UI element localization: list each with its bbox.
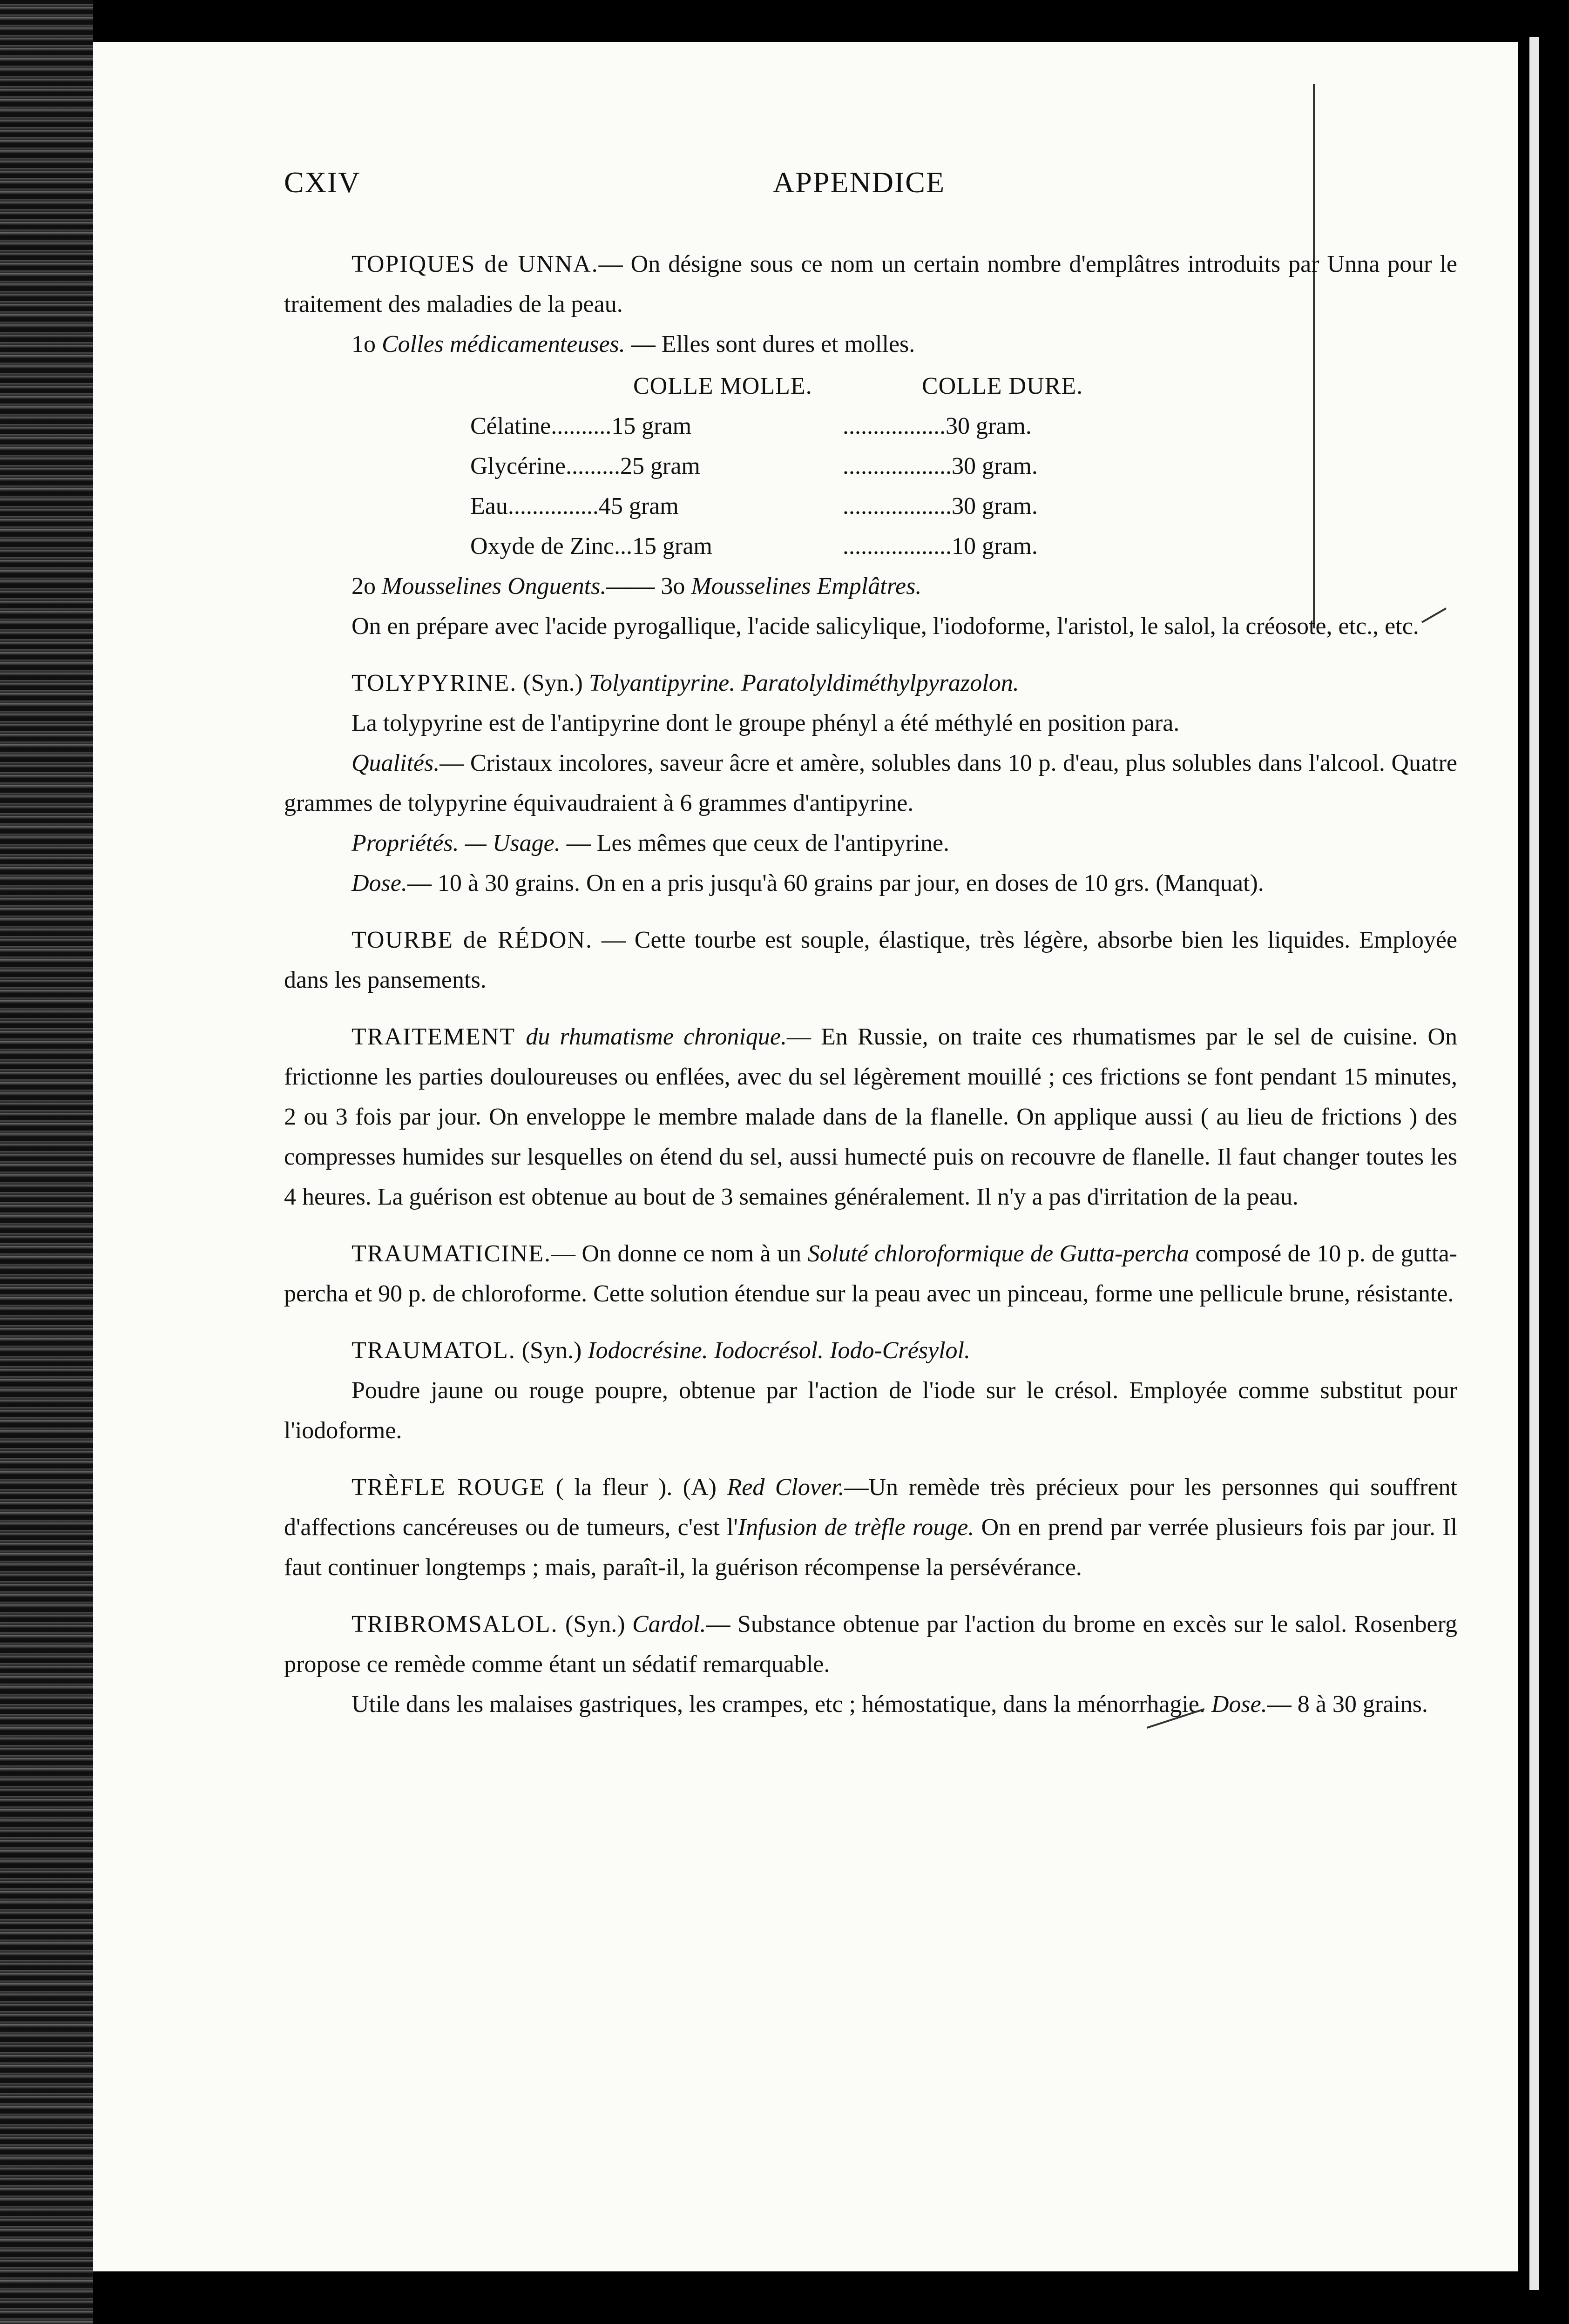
paragraph: [284, 823, 1457, 863]
italic-label: Propriétés. — Usage.: [352, 830, 561, 856]
entry-text: On en prend par verrée plusieurs fois par jour. Il faut continuer longtemps ; mais, paraît-il, la guérison récompense la persévérance.: [284, 1514, 1458, 1581]
entry-trefle: [284, 1468, 1457, 1588]
table-cell: .................30 gram.: [843, 413, 1032, 439]
binding-edge: [0, 0, 93, 2324]
paragraph-text: — 8 à 30 grains.: [1267, 1691, 1428, 1718]
paragraph-text: — Les mêmes que ceux de l'antipyrine.: [560, 830, 950, 856]
paragraph: [284, 324, 1457, 364]
syn-label: (Syn.): [558, 1611, 632, 1637]
entry-head: TOPIQUES de UNNA.: [352, 251, 599, 277]
table-row: [470, 486, 1457, 526]
paragraph-text: — Cristaux incolores, saveur âcre et amère, solubles dans 10 p. d'eau, plus solubles dans l'alcool. Quatre grammes de tolypyrine équivaudraient à 6 grammes d'antipyrine.: [284, 750, 1457, 816]
entry-traitement: [284, 1017, 1457, 1217]
table-header: [633, 366, 1457, 406]
entry-head: TRAITEMENT: [352, 1024, 526, 1050]
italic-term: Iodocrésine. Iodocrésol. Iodo-Crésylol.: [588, 1337, 970, 1364]
entry-text: — Cette tourbe est souple, élastique, très légère, absorbe bien les liquides. Employée dans les pansements.: [284, 927, 1457, 993]
entry-head: TRÈFLE ROUGE: [352, 1474, 546, 1501]
italic-term: Cardol.: [632, 1611, 706, 1637]
italic-term: Tolyantipyrine. Paratolyldiméthylpyrazolon.: [588, 670, 1019, 696]
list-number: 2o: [352, 573, 382, 600]
italic-term: Soluté chloroformique de Gutta-percha: [807, 1240, 1189, 1267]
entry-topiques: [284, 244, 1457, 324]
entry-head: TRAUMATOL.: [352, 1337, 516, 1364]
running-title: APPENDICE: [773, 166, 946, 199]
list-number: 1o: [352, 331, 382, 357]
paragraph: La tolypyrine est de l'antipyrine dont le groupe phényl a été méthylé en position para.: [352, 710, 1180, 736]
paragraph: [284, 743, 1457, 823]
table-cell: ..................30 gram.: [843, 453, 1038, 479]
column-header-molle: COLLE MOLLE.: [633, 373, 812, 399]
entry-text: ( la fleur ). (A): [545, 1474, 727, 1501]
paragraph: Poudre jaune ou rouge poupre, obtenue par l'action de l'iode sur le crésol. Employée comme substitut pour l'iodoforme.: [284, 1377, 1457, 1444]
entry-tolypyrine: [284, 663, 1457, 703]
table-row: [470, 526, 1457, 566]
paragraph: [284, 566, 1457, 606]
table-row: [470, 406, 1457, 446]
table-cell: ..................10 gram.: [843, 533, 1038, 559]
table-cell: ..................30 gram.: [843, 493, 1038, 519]
entry-text: — En Russie, on traite ces rhumatismes par le sel de cuisine. On frictionne les parties douloureuses ou enflées, avec du sel légèrement mouillé ; ces frictions se font pendant 15 minutes, 2 ou 3 fois par jour. On enveloppe le membre malade dans de la flanelle. On applique aussi ( au lieu de frictions ) des compresses humides sur lesquelles on étend du sel, aussi humecté puis on recouvre de flanelle. Il faut changer toutes les 4 heures. La guérison est obtenue au bout de 3 semaines généralement. Il n'y a pas d'irritation de la peau.: [284, 1024, 1458, 1210]
entry-head: TRIBROMSALOL.: [352, 1611, 558, 1637]
entry-text: — On donne ce nom à un: [551, 1240, 808, 1267]
entry-tourbe: [284, 920, 1457, 1000]
table-cell: Oxyde de Zinc...15 gram: [470, 533, 712, 559]
table-cell: Célatine..........15 gram: [470, 413, 692, 439]
entry-traumaticine: [284, 1234, 1457, 1314]
table-cell: Glycérine.........25 gram: [470, 453, 700, 479]
page-header: [284, 165, 982, 212]
entry-head: TOLYPYRINE.: [352, 670, 517, 696]
italic-term: Mousselines Emplâtres.: [691, 573, 922, 600]
entry-text: composé de 10 p. de gutta-percha et 90 p. de chloroforme. Cette solution étendue sur la peau avec un pinceau, forme une pellicule brune, résistante.: [284, 1240, 1457, 1307]
paragraph-text: Utile dans les malaises gastriques, les crampes, etc ; hémostatique, dans la ménorrhagie.: [352, 1691, 1211, 1718]
italic-term: du rhumatisme chronique.: [526, 1024, 787, 1050]
page-edge: [1529, 37, 1539, 2290]
paragraph: [284, 1684, 1457, 1724]
entry-text: — On désigne sous ce nom un certain nombre d'emplâtres introduits par Unna pour le traitement des maladies de la peau.: [284, 251, 1457, 317]
entry-head: TRAUMATICINE.: [352, 1240, 551, 1267]
page-number: CXIV: [284, 166, 361, 199]
italic-term: Colles médicamenteuses.: [382, 331, 625, 357]
entry-tribromsalol: [284, 1604, 1457, 1684]
text-body: [284, 244, 1457, 1724]
italic-term: Infusion de trèfle rouge.: [737, 1514, 974, 1541]
italic-label: Dose.: [352, 870, 407, 896]
table-row: [470, 446, 1457, 486]
entry-text: — Substance obtenue par l'action du brome en excès sur le salol. Rosenberg propose ce remède comme étant un sédatif remarquable.: [284, 1611, 1457, 1677]
table-cell: Eau...............45 gram: [470, 493, 679, 519]
syn-label: (Syn.): [515, 1337, 588, 1364]
paragraph: [284, 863, 1457, 903]
syn-label: (Syn.): [517, 670, 589, 696]
entry-text: —Un remède très précieux pour les personnes qui souffrent d'affections cancéreuses ou de tumeurs, c'est l': [284, 1474, 1457, 1541]
formula-table: [470, 366, 1457, 566]
paragraph-text: —— 3o: [606, 573, 691, 600]
italic-term: Mousselines Onguents.: [382, 573, 607, 600]
italic-label: Dose.: [1211, 1691, 1267, 1718]
italic-label: Qualités.: [352, 750, 440, 776]
paragraph: On en prépare avec l'acide pyrogallique, l'acide salicylique, l'iodoforme, l'aristol, le salol, la créosote, etc., etc.: [352, 613, 1419, 640]
paragraph-text: — 10 à 30 grains. On en a pris jusqu'à 60 grains par jour, en doses de 10 grs. (Manquat).: [407, 870, 1264, 896]
entry-head: TOURBE de RÉDON.: [352, 927, 593, 953]
entry-traumatol: [284, 1331, 1457, 1371]
italic-term: Red Clover.: [727, 1474, 845, 1501]
column-header-dure: COLLE DURE.: [922, 373, 1083, 399]
paragraph-text: — Elles sont dures et molles.: [625, 331, 915, 357]
